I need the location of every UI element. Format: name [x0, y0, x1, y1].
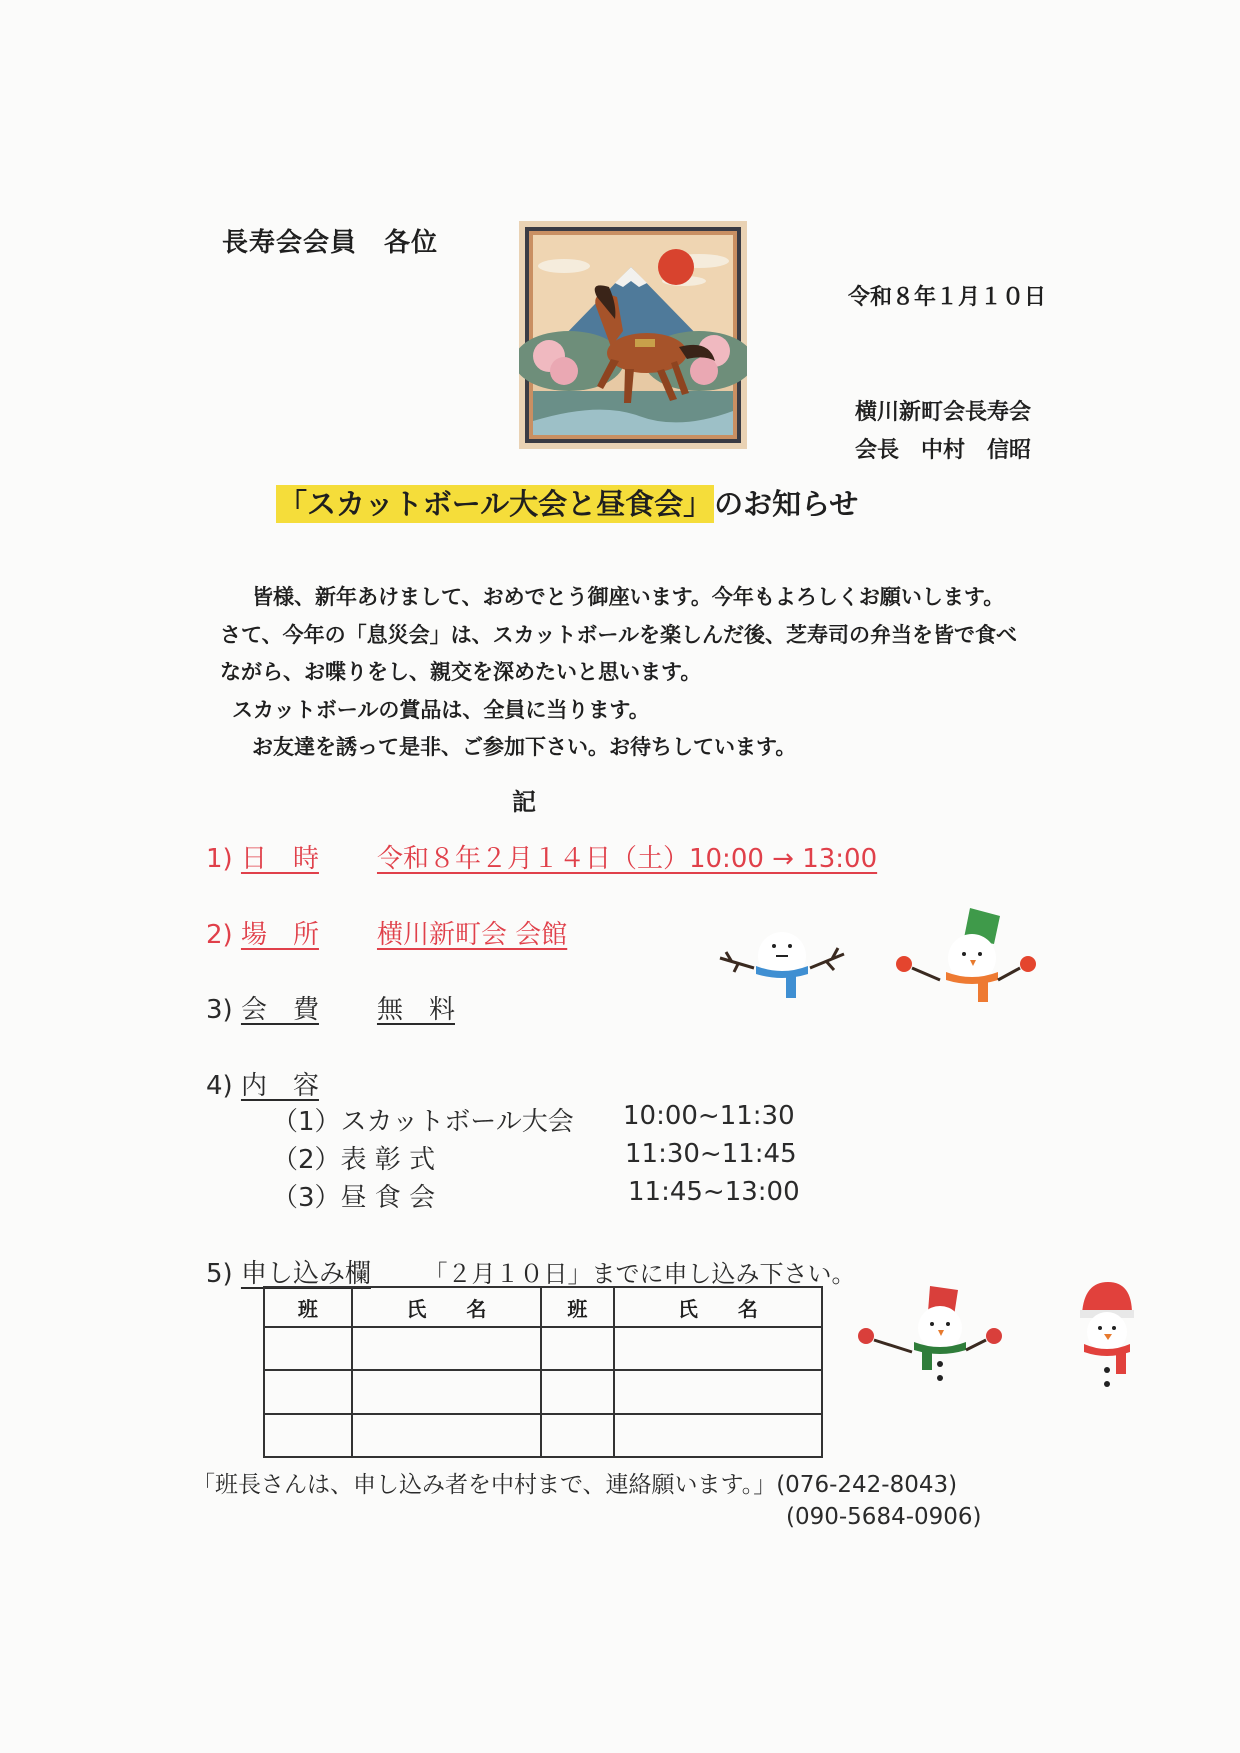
- table-header-row: [264, 1287, 822, 1327]
- footer-contact-line: 「班長さんは、申し込み者を中村まで、連絡願います。」(076-242-8043): [192, 1472, 958, 1498]
- application-table: [263, 1286, 823, 1458]
- organization-name: 横川新町会長寿会: [855, 399, 1032, 425]
- sender-block: [855, 393, 1031, 469]
- item-label: 内 容: [240, 1071, 319, 1101]
- table-cell[interactable]: [264, 1414, 352, 1457]
- table-cell[interactable]: [614, 1370, 822, 1413]
- item-apply: [206, 1253, 856, 1290]
- schedule-row-label: （3）昼 食 会: [272, 1183, 436, 1213]
- table-cell[interactable]: [352, 1414, 541, 1457]
- body-line: お友達を誘って是非、ご参加下さい。お待ちしています。: [252, 734, 797, 759]
- snowman-red-hood-icon: [1072, 1278, 1142, 1406]
- table-cell[interactable]: [541, 1370, 614, 1413]
- president-name: 会長 中村 信昭: [855, 437, 1032, 463]
- item-place: [206, 914, 567, 951]
- schedule-row-label: （2）表 彰 式: [272, 1145, 436, 1175]
- snowman-red-hat-green-scarf-icon: [850, 1280, 1010, 1400]
- item-value: 横川新町会 会館: [376, 920, 568, 950]
- item-number: 4): [206, 1071, 233, 1101]
- schedule-row-time: 11:30~11:45: [625, 1139, 797, 1169]
- horse-fuji-illustration: [519, 221, 747, 449]
- item-label: 会 費: [240, 995, 319, 1025]
- table-row: [264, 1370, 822, 1413]
- table-cell[interactable]: [352, 1370, 541, 1413]
- schedule-row-time: 11:45~13:00: [628, 1177, 800, 1207]
- body-line: さて、今年の「息災会」は、スカットボールを楽しんだ後、芝寿司の弁当を皆で食べ: [220, 621, 1017, 647]
- title-highlighted: 「スカットボール大会と昼食会」: [278, 487, 713, 521]
- table-cell[interactable]: [264, 1370, 352, 1413]
- item-label: 申し込み欄: [240, 1259, 371, 1289]
- item-label: 日 時: [240, 844, 319, 874]
- schedule-row-time: 10:00~11:30: [623, 1101, 795, 1131]
- item-label: 場 所: [240, 920, 319, 950]
- table-header-cell: 氏 名: [352, 1287, 541, 1327]
- item-number: 2): [206, 920, 233, 950]
- item-datetime: [206, 838, 877, 875]
- footer-phone-line: (090-5684-0906): [786, 1504, 982, 1530]
- table-cell[interactable]: [541, 1327, 614, 1370]
- schedule-row-label: （1）スカットボール大会: [272, 1107, 574, 1137]
- item-number: 1): [206, 844, 233, 874]
- snowman-green-hat-icon: [890, 902, 1040, 1012]
- issue-date: 令和８年１月１０日: [848, 284, 1047, 310]
- item-fee: [206, 989, 455, 1026]
- apply-deadline-note: 「２月１０日」までに申し込み下さい。: [423, 1260, 856, 1288]
- table-row: [264, 1414, 822, 1457]
- addressee: 長寿会会員 各位: [222, 228, 439, 258]
- item-datetime-text: [241, 844, 877, 874]
- snowman-blue-scarf-icon: [712, 924, 852, 1002]
- item-number: 3): [206, 995, 233, 1025]
- greeting-body: [220, 578, 1100, 766]
- table-header-cell: 班: [264, 1287, 352, 1327]
- item-content: [206, 1065, 319, 1102]
- table-header-cell: 班: [541, 1287, 614, 1327]
- table-cell[interactable]: [264, 1327, 352, 1370]
- table-cell[interactable]: [614, 1327, 822, 1370]
- item-place-text: [241, 920, 567, 950]
- notice-title: [276, 482, 858, 523]
- table-cell[interactable]: [614, 1414, 822, 1457]
- body-line: スカットボールの賞品は、全員に当ります。: [232, 696, 650, 722]
- table-header-cell: 氏 名: [614, 1287, 822, 1327]
- item-fee-text: [241, 995, 455, 1025]
- body-line: ながら、お喋りをし、親交を深めたいと思います。: [220, 659, 702, 684]
- item-value: 無 料: [376, 995, 455, 1025]
- table-cell[interactable]: [352, 1327, 541, 1370]
- table-cell[interactable]: [541, 1414, 614, 1457]
- item-value: 令和８年２月１４日（土）10:00 → 13:00: [376, 844, 878, 874]
- ki-heading: 記: [512, 787, 536, 816]
- item-number: 5): [206, 1259, 233, 1289]
- body-line: 皆様、新年あけまして、おめでとう御座います。今年もよろしくお願いします。: [252, 584, 1005, 609]
- title-rest: のお知らせ: [714, 487, 859, 521]
- table-row: [264, 1327, 822, 1370]
